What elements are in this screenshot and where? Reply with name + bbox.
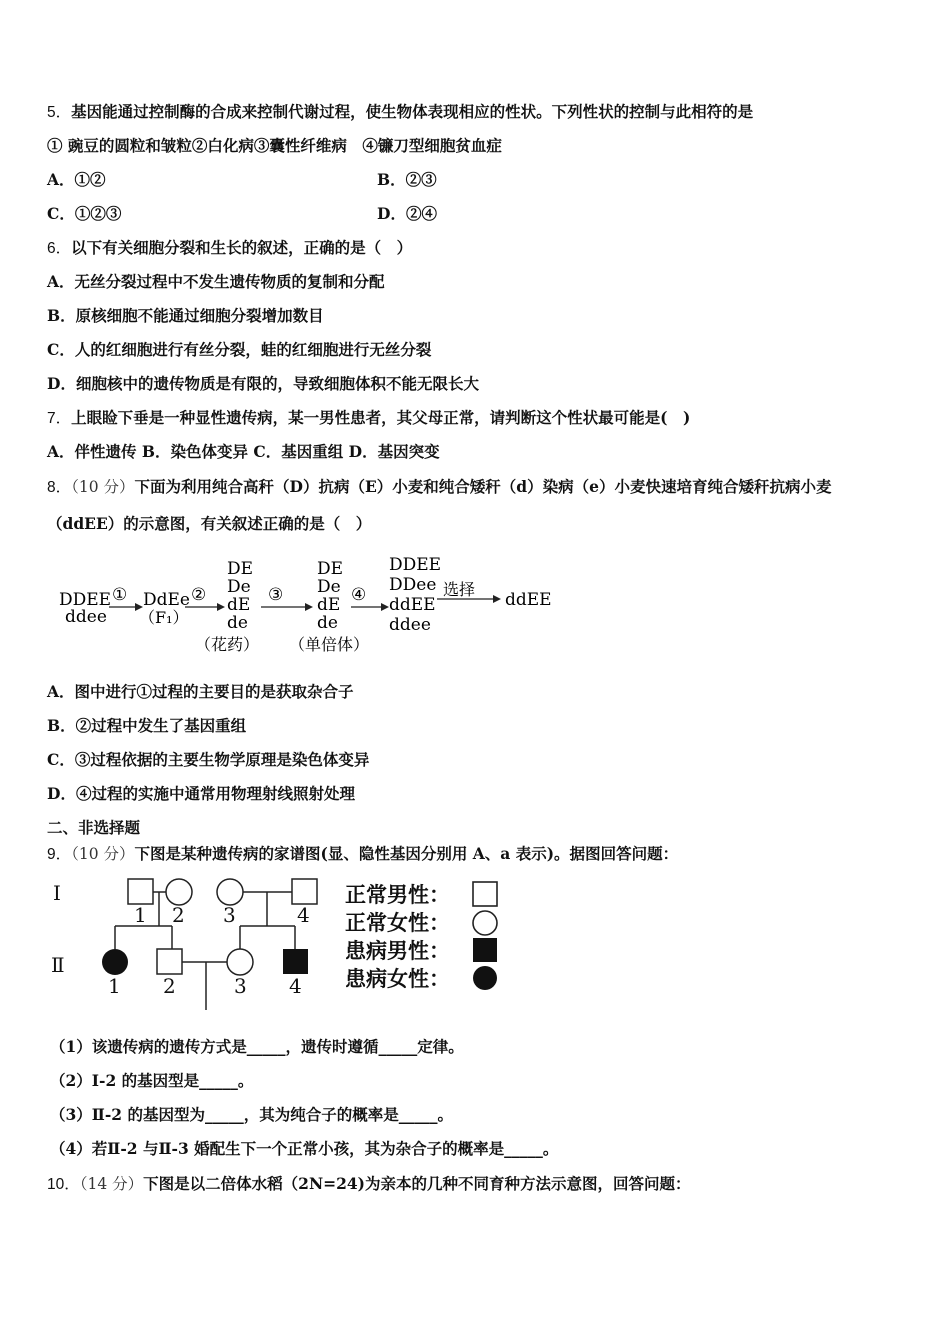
- gamete-3: dE: [227, 595, 251, 615]
- q6-option-a: A．无丝分裂过程中不发生遗传物质的复制和分配: [47, 272, 385, 291]
- arrow-3-head: [305, 603, 313, 611]
- haploid-2: De: [317, 577, 341, 597]
- haploid-label: （单倍体）: [289, 635, 370, 654]
- parent-ddee-rec: ddee: [65, 607, 107, 627]
- step-1-label: ①: [112, 585, 128, 605]
- parent-ddee-dom: DDEE: [59, 590, 112, 610]
- ii1-number: 1: [108, 974, 121, 998]
- i1-normal-male: [128, 879, 153, 904]
- i4-normal-male: [292, 879, 317, 904]
- legend-normal-male-label: 正常男性：: [345, 882, 450, 907]
- ii4-number: 4: [289, 974, 302, 998]
- step-3-label: ③: [268, 585, 284, 605]
- diploid-2: DDee: [389, 575, 437, 595]
- i3-number: 3: [223, 903, 236, 927]
- legend-filled-circle-icon: [473, 966, 497, 990]
- q5-stem: 5．基因能通过控制酶的合成来控制代谢过程，使生物体表现相应的性状。下列性状的控制与此相符的是: [47, 102, 754, 121]
- q9-sub-3: （3）Ⅱ-2 的基因型为_____，其为纯合子的概率是_____。: [50, 1105, 453, 1124]
- q9-sub-2: （2）Ⅰ-2 的基因型是_____。: [50, 1071, 254, 1090]
- diploid-1: DDEE: [389, 555, 442, 575]
- step-2-label: ②: [191, 585, 207, 605]
- diploid-3: ddEE: [389, 595, 436, 615]
- q6-option-c: C．人的红细胞进行有丝分裂，蛙的红细胞进行无丝分裂: [47, 340, 432, 359]
- arrow-select-head: [493, 595, 501, 603]
- ii3-normal-female: [227, 949, 253, 975]
- ii1-affected-female: [102, 949, 128, 975]
- f1-label: （F₁）: [139, 608, 189, 627]
- q9-stem: 9．（10 分）下图是某种遗传病的家谱图(显、隐性基因分别用 A、a 表示)。据图回答问题：: [47, 844, 679, 863]
- q9-sub-4: （4）若Ⅱ-2 与Ⅱ-3 婚配生下一个正常小孩，其为杂合子的概率是_____。: [50, 1139, 559, 1158]
- q6-option-b: B．原核细胞不能通过细胞分裂增加数目: [47, 306, 324, 325]
- q8-option-b: B．②过程中发生了基因重组: [47, 716, 247, 735]
- haploid-1: DE: [317, 559, 344, 579]
- section-2-heading: 二、非选择题: [47, 818, 141, 837]
- breeding-flow-diagram: [55, 553, 555, 663]
- legend-circle-icon: [473, 911, 497, 935]
- i2-number: 2: [172, 903, 185, 927]
- legend-affected-female-label: 患病女性：: [345, 966, 450, 991]
- arrow-4-head: [381, 603, 389, 611]
- ii3-number: 3: [234, 974, 247, 998]
- f1-genotype: DdEe: [143, 590, 190, 610]
- select-label: 选择: [443, 580, 476, 599]
- i4-number: 4: [297, 903, 310, 927]
- i2-normal-female: [166, 879, 192, 905]
- q8-stem-line2: （ddEE）的示意图，有关叙述正确的是（ ）: [47, 514, 372, 533]
- q5-option-c: C．①②③: [47, 204, 122, 223]
- q8-option-a: A．图中进行①过程的主要目的是获取杂合子: [47, 682, 354, 701]
- ii2-number: 2: [163, 974, 176, 998]
- ii2-normal-male: [157, 949, 182, 974]
- step-4-label: ④: [351, 585, 367, 605]
- ii4-affected-male: [283, 949, 308, 974]
- result-genotype: ddEE: [505, 590, 552, 610]
- gamete-2: De: [227, 577, 251, 597]
- haploid-3: dE: [317, 595, 341, 615]
- q5-items: ① 豌豆的圆粒和皱粒②白化病③囊性纤维病 ④镰刀型细胞贫血症: [47, 136, 502, 155]
- q8-stem-line1: 8．（10 分）下面为利用纯合高秆（D）抗病（E）小麦和纯合矮秆（d）染病（e）小麦快速培育纯合矮秆抗病小麦: [47, 477, 832, 496]
- legend-square-icon: [473, 882, 497, 906]
- haploid-4: de: [317, 613, 338, 633]
- i3-normal-female: [217, 879, 243, 905]
- q8-option-d: D．④过程的实施中通常用物理射线照射处理: [47, 784, 355, 803]
- generation-i-label: Ⅰ: [53, 881, 61, 905]
- pollen-label: （花药）: [195, 635, 260, 654]
- q6-stem: 6．以下有关细胞分裂和生长的叙述，正确的是（ ）: [47, 238, 413, 257]
- q5-option-b: B．②③: [377, 170, 437, 189]
- i1-number: 1: [134, 903, 147, 927]
- legend-normal-female-label: 正常女性：: [345, 910, 450, 935]
- generation-ii-label: Ⅱ: [51, 953, 65, 977]
- gamete-4: de: [227, 613, 248, 633]
- q8-option-c: C．③过程依据的主要生物学原理是染色体变异: [47, 750, 370, 769]
- q5-option-a: A．①②: [47, 170, 106, 189]
- q7-options: A．伴性遗传 B．染色体变异 C．基因重组 D．基因突变: [47, 442, 440, 461]
- q7-stem: 7．上眼睑下垂是一种显性遗传病，某一男性患者，其父母正常，请判断这个性状最可能是( ): [47, 408, 691, 427]
- gamete-1: DE: [227, 559, 254, 579]
- q10-stem: 10．（14 分）下图是以二倍体水稻（2N=24)为亲本的几种不同育种方法示意图，回答问题：: [47, 1174, 691, 1193]
- q9-sub-1: （1）该遗传病的遗传方式是_____，遗传时遵循_____定律。: [50, 1037, 464, 1056]
- legend-filled-square-icon: [473, 938, 497, 962]
- legend-affected-male-label: 患病男性：: [345, 938, 450, 963]
- q6-option-d: D．细胞核中的遗传物质是有限的，导致细胞体积不能无限长大: [47, 374, 479, 393]
- arrow-2-head: [217, 603, 225, 611]
- pedigree-chart: [45, 872, 515, 1012]
- q5-option-d: D．②④: [377, 204, 437, 223]
- diploid-4: ddee: [389, 615, 431, 635]
